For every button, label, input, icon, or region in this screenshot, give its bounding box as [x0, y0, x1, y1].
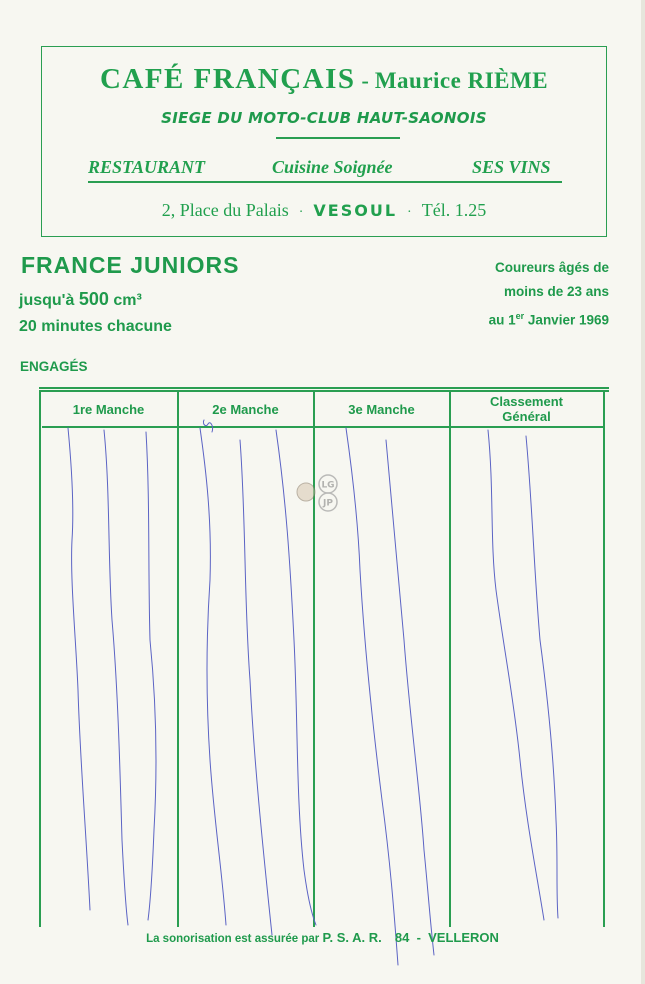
- footer-number: 84: [394, 930, 410, 945]
- pen-stroke: [68, 428, 90, 910]
- address-dot: ·: [298, 205, 304, 220]
- moto-club-seat: SIEGE DU MOTO-CLUB HAUT-SAONOIS: [161, 109, 487, 127]
- age-condition: [409, 256, 609, 333]
- table-column-line: [313, 390, 315, 927]
- title-separator: -: [361, 68, 369, 93]
- column-header-manche-2: 2e Manche: [212, 401, 279, 417]
- owner-name: Maurice RIÈME: [374, 68, 549, 93]
- column-header-classement: [450, 392, 603, 426]
- column-header-manche-3: 3e Manche: [348, 401, 415, 417]
- wines-label: SES VINS: [472, 157, 551, 177]
- pen-stroke: [240, 440, 272, 935]
- pen-stroke: [488, 430, 544, 920]
- street-address: 2, Place du Palais: [161, 200, 289, 220]
- column-header-manche-1: 1re Manche: [72, 401, 145, 417]
- watermark-stamp: [294, 472, 348, 512]
- footer-dash: -: [416, 930, 421, 945]
- cafe-name: CAFÉ FRANÇAIS: [99, 63, 356, 95]
- category-title: FRANCE JUNIORS: [21, 252, 240, 278]
- table-top-border: [39, 387, 609, 389]
- capacity-prefix: jusqu'à: [19, 292, 75, 309]
- pen-stroke: [200, 428, 226, 925]
- classement-line-1: Classement: [490, 394, 563, 409]
- age-date-sup: er: [515, 311, 525, 321]
- letterhead-box: [41, 46, 607, 237]
- phone-dot: ·: [407, 205, 412, 220]
- table-header-divider: [42, 426, 605, 428]
- capacity-value: 500: [78, 289, 109, 309]
- pen-stroke: [104, 430, 128, 925]
- footer-place: VELLERON: [428, 930, 499, 945]
- footer-text: La sonorisation est assurée par: [146, 933, 320, 945]
- table-column-line: [603, 390, 605, 927]
- table-column-line: [177, 390, 179, 927]
- capacity-line: [19, 289, 142, 310]
- pen-stroke: [386, 440, 434, 955]
- pen-stroke: [526, 436, 558, 918]
- footer-psar: P. S. A. R.: [322, 930, 382, 945]
- page-edge: [641, 0, 645, 984]
- address-line: [42, 200, 606, 221]
- cuisine-label: Cuisine Soignée: [272, 157, 393, 177]
- menu-underline: [88, 181, 562, 183]
- engages-label: ENGAGÉS: [20, 359, 88, 374]
- pen-stroke: [346, 428, 398, 965]
- stamp-text-bottom: JP: [323, 498, 333, 509]
- capacity-unit: cm³: [113, 292, 142, 309]
- age-date-prefix: au 1: [488, 312, 516, 328]
- cafe-title-line: [42, 63, 606, 96]
- phone-number: Tél. 1.25: [421, 200, 487, 220]
- restaurant-label: RESTAURANT: [88, 157, 206, 177]
- classement-line-2: Général: [502, 409, 551, 424]
- age-line-3: [409, 304, 609, 333]
- table-column-line: [449, 390, 451, 927]
- age-line-1: Coureurs âgés de: [494, 260, 609, 275]
- city-name: VESOUL: [313, 201, 398, 220]
- age-line-2: moins de 23 ans: [503, 284, 609, 299]
- age-date: Janvier 1969: [524, 312, 609, 328]
- stamp-text-top: LG: [321, 480, 335, 491]
- pen-stroke: [146, 432, 156, 920]
- header-rule: [276, 137, 400, 139]
- duration-line: 20 minutes chacune: [19, 318, 172, 335]
- footer-credit: [0, 930, 645, 945]
- table-column-line: [39, 390, 41, 927]
